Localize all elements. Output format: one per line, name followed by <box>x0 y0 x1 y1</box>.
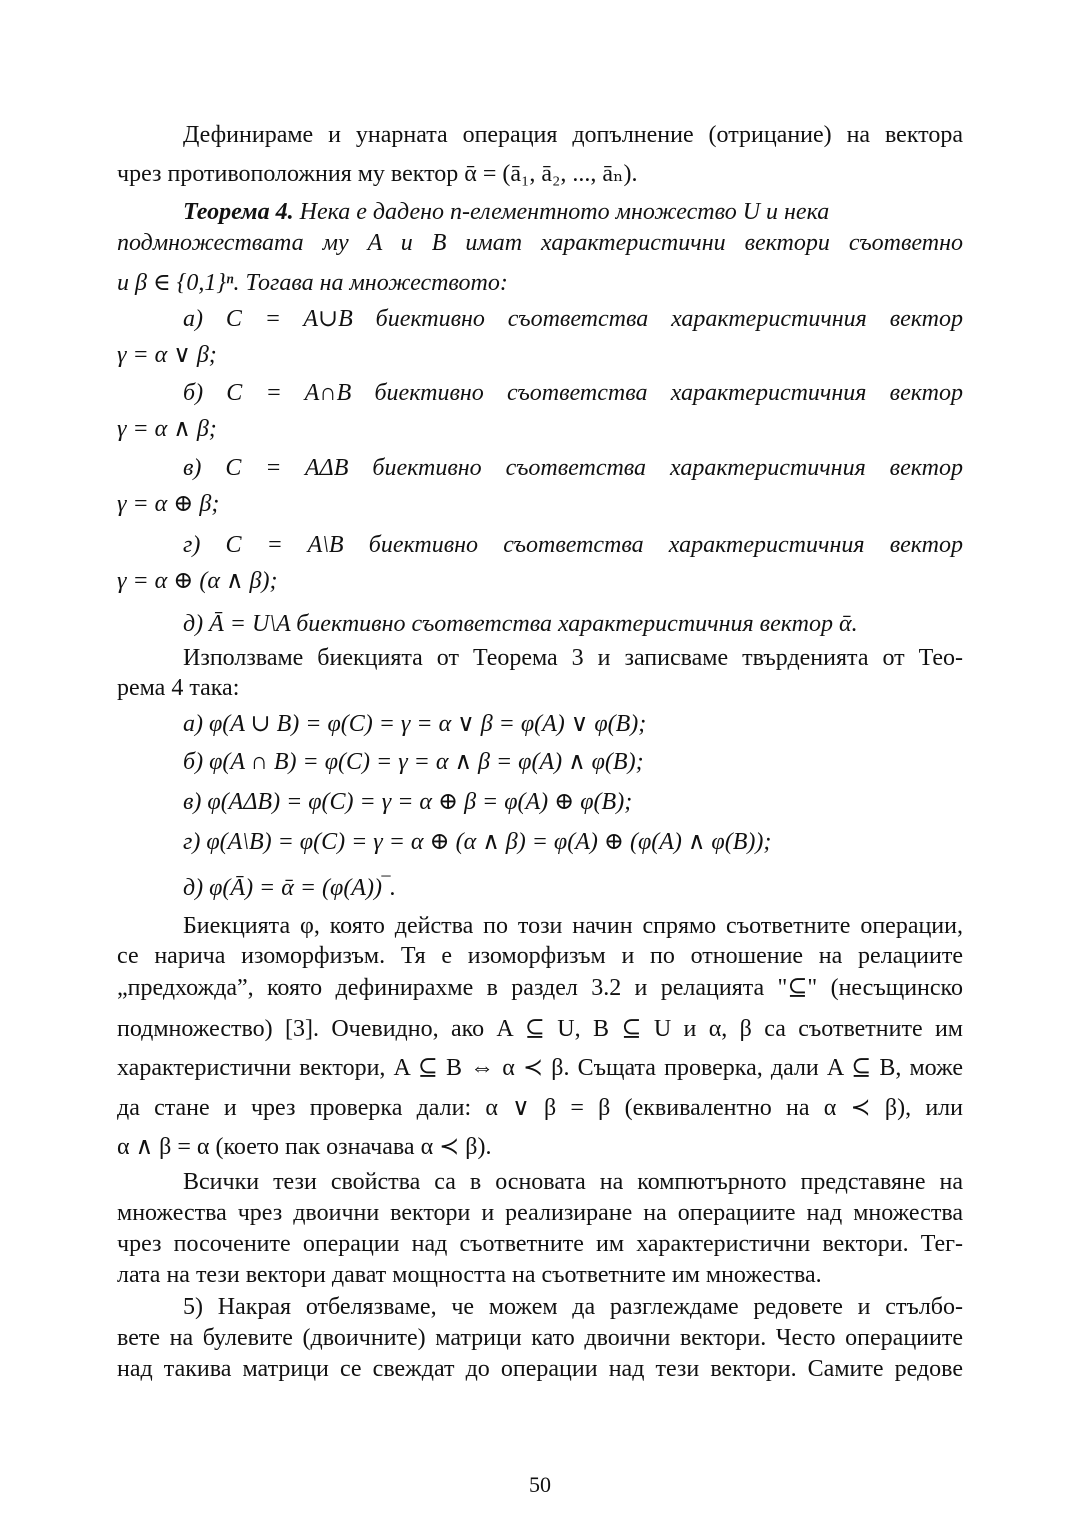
formula-b: б) φ(A ∩ B) = φ(C) = γ = α ∧ β = φ(A) ∧ φ(B); <box>183 749 644 775</box>
item-a-2: γ = α ∨ β; <box>117 342 217 368</box>
para-4-line-3: чрез посочените операции над съответните им характеристични вектори. Тег- <box>117 1231 963 1257</box>
formula-v: в) φ(AΔB) = φ(C) = γ = α ⊕ β = φ(A) ⊕ φ(B); <box>183 789 633 815</box>
formula-g: г) φ(A\B) = φ(C) = γ = α ⊕ (α ∧ β) = φ(A) ⊕ (φ(A) ∧ φ(B)); <box>183 829 772 855</box>
para-5-line-1: 5) Накрая отбелязваме, че можем да разглеждаме редовете и стълбо- <box>183 1294 963 1320</box>
para-3-line-1: Биекцията φ, която действа по този начин спрямо съответните операции, <box>183 913 963 939</box>
line-2: чрез противоположния му вектор ᾱ = (ā₁, ā₂, ..., āₙ). <box>117 161 638 187</box>
theorem-label: Теорема 4. <box>183 199 294 225</box>
para-5-line-2: вете на булевите (двоичните) матрици като двоични вектори. Често операциите <box>117 1325 963 1351</box>
para-4-line-1: Всички тези свойства са в основата на компютърното представяне на <box>183 1169 963 1195</box>
para-3-line-6: да стане и чрез проверка дали: α ∨ β = β (еквивалентно на α ≺ β), или <box>117 1095 963 1121</box>
para-3-line-2: се нарича изоморфизъм. Тя е изоморфизъм и по отношение на релациите <box>117 943 963 969</box>
theorem-line-3: и β ∈ {0,1}ⁿ. Тогава на множеството: <box>117 270 508 296</box>
para-4-line-4: лата на тези вектори дават мощността на съответните им множества. <box>117 1262 822 1288</box>
formula-d: д) φ(Ā) = ᾱ = (φ(A))‾. <box>183 875 396 901</box>
para-3-line-7: α ∧ β = α (което пак означава α ≺ β). <box>117 1134 492 1160</box>
theorem-line-1: Нека е дадено n-елементното множество U и нека <box>299 199 830 225</box>
para-2-line-2: рема 4 така: <box>117 675 240 701</box>
item-a-1: а) C = A∪B биективно съответства характеристичния вектор <box>183 306 963 332</box>
item-g-1: г) C = A\B биективно съответства характеристичния вектор <box>183 532 963 558</box>
para-3-line-3: „предхожда”, която дефинирахме в раздел 3.2 и релацията "⊆" (несъщинско <box>117 975 963 1001</box>
para-2-line-1: Използваме биекцията от Теорема 3 и записваме твърденията от Тео- <box>183 645 963 671</box>
line-1: Дефинираме и унарната операция допълнение (отрицание) на вектора <box>183 122 963 148</box>
item-d: д) Ā = U\A биективно съответства характеристичния вектор ᾱ. <box>183 611 858 637</box>
theorem-line-2: подмножествата му A и B имат характеристични вектори съответно <box>117 230 963 256</box>
item-v-1: в) C = AΔB биективно съответства характеристичния вектор <box>183 455 963 481</box>
para-3-line-4: подмножество) [3]. Очевидно, ако A ⊆ U, B ⊆ U и α, β са съответните им <box>117 1016 963 1042</box>
para-4-line-2: множества чрез двоични вектори и реализиране на операциите над множества <box>117 1200 963 1226</box>
theorem-heading <box>183 197 963 227</box>
item-b-2: γ = α ∧ β; <box>117 416 217 442</box>
item-g-2: γ = α ⊕ (α ∧ β); <box>117 568 278 594</box>
para-3-line-5: характеристични вектори, A ⊆ B ⇔ α ≺ β. Същата проверка, дали A ⊆ B, може <box>117 1055 963 1081</box>
page-number: 50 <box>529 1472 551 1497</box>
para-5-line-3: над такива матрици се свеждат до операции над тези вектори. Самите редове <box>117 1356 963 1382</box>
item-b-1: б) C = A∩B биективно съответства характеристичния вектор <box>183 380 963 406</box>
item-v-2: γ = α ⊕ β; <box>117 491 220 517</box>
formula-a: а) φ(A ∪ B) = φ(C) = γ = α ∨ β = φ(A) ∨ φ(B); <box>183 711 647 737</box>
